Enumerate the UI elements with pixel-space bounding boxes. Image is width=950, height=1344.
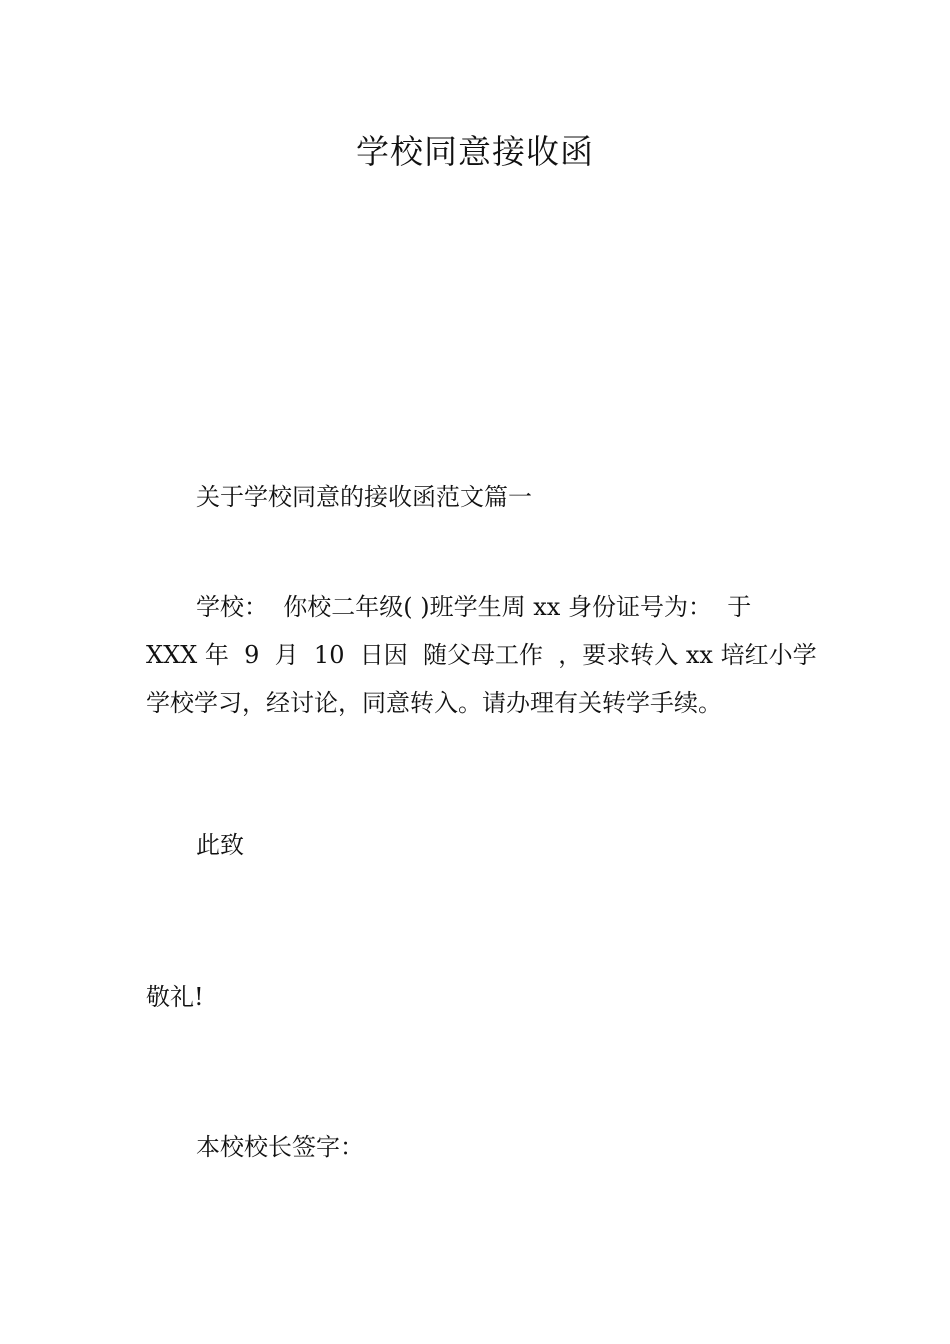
body-line-3: 学校学习，经讨论，同意转入。请办理有关转学手续。 — [146, 689, 722, 717]
document-title: 学校同意接收函 — [356, 132, 594, 171]
closing-salutation: 此致 — [196, 831, 244, 859]
body-paragraph — [146, 583, 817, 727]
body-line-2: XXX 年 9 月 10 日因 随父母工作 ，要求转入 xx 培红小学 — [146, 641, 817, 669]
signature-label: 本校校长签字： — [196, 1133, 364, 1161]
body-line-1: 学校： 你校二年级( )班学生周 xx 身份证号为： 于 — [196, 593, 752, 621]
closing-respect: 敬礼! — [146, 983, 204, 1011]
section-heading: 关于学校同意的接收函范文篇一 — [196, 483, 532, 511]
